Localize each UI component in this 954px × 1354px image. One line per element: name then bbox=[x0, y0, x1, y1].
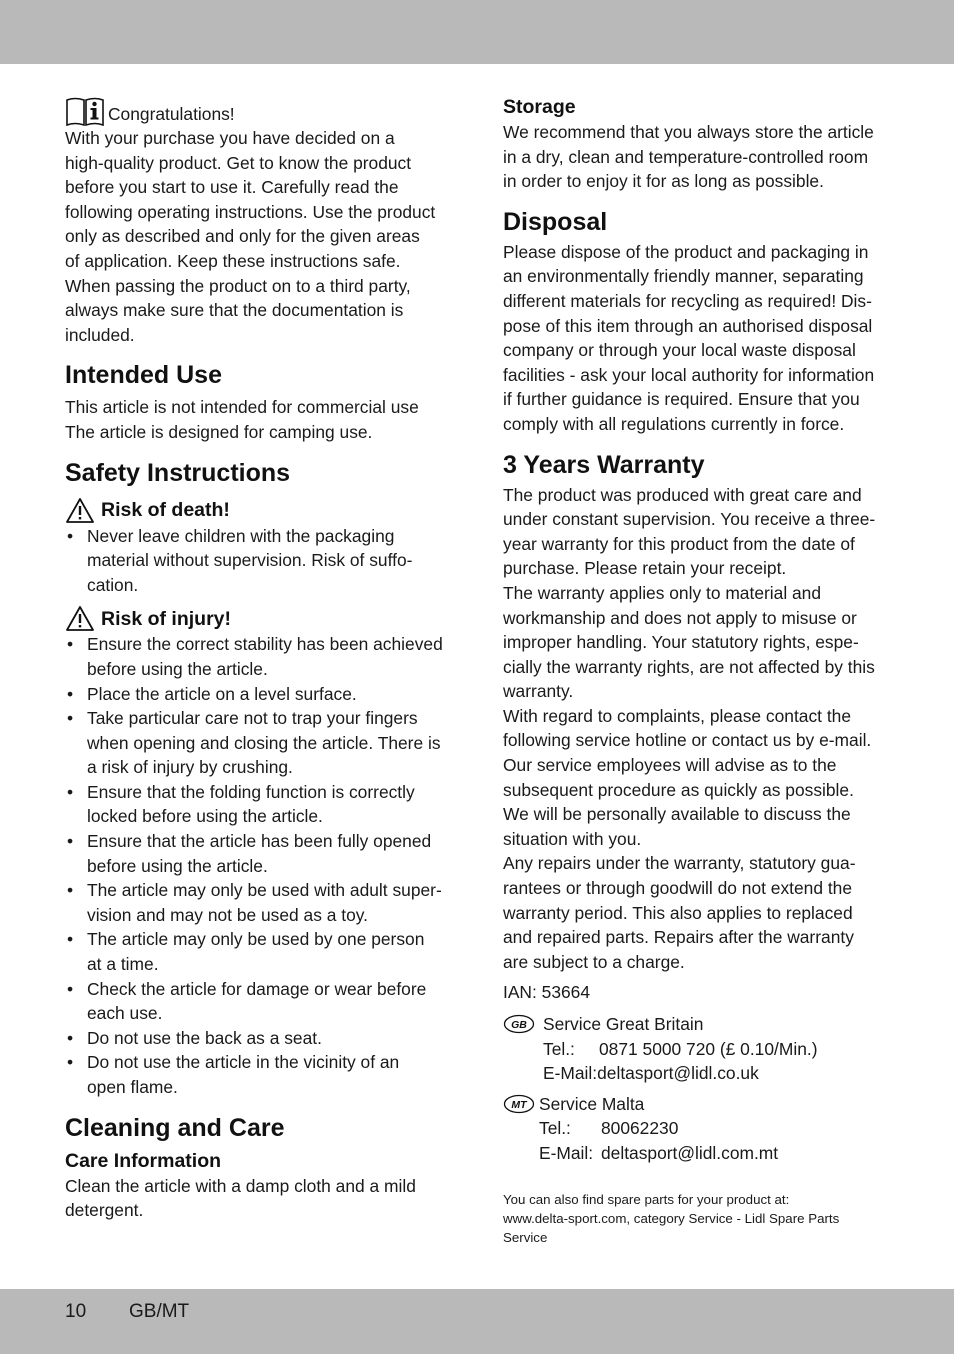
warranty-line: following service hotline or contact us by e-mail. bbox=[503, 730, 872, 751]
warning-triangle-icon bbox=[65, 605, 95, 632]
intro-line: only as described and only for the given areas bbox=[65, 226, 420, 247]
warranty-line: Any repairs under the warranty, statutory gua- bbox=[503, 853, 856, 874]
warranty-line: The product was produced with great care and bbox=[503, 484, 862, 505]
list-item-line: a risk of injury by crushing. bbox=[87, 757, 293, 778]
cleaning-line: Clean the article with a damp cloth and a mild bbox=[65, 1175, 416, 1196]
warranty-line: Our service employees will advise as to the bbox=[503, 755, 837, 776]
risk-of-death-heading bbox=[65, 497, 455, 524]
warranty-line: year warranty for this product from the date of bbox=[503, 533, 855, 554]
gb-badge-label: GB bbox=[511, 1019, 527, 1031]
right-column bbox=[503, 94, 893, 1247]
list-item: • The article may only be used with adult super- vision and may not be used as a toy. bbox=[65, 878, 455, 927]
list-item-line: vision and may not be used as a toy. bbox=[87, 904, 368, 925]
intro-heading bbox=[65, 96, 455, 126]
warranty-line: warranty period. This also applies to replaced bbox=[503, 902, 853, 923]
storage-line: in order to enjoy it for as long as possible. bbox=[503, 171, 824, 192]
service-mt-email-label: E-Mail: bbox=[539, 1142, 594, 1163]
intro-line: When passing the product on to a third party, bbox=[65, 275, 411, 296]
warranty-line: purchase. Please retain your receipt. bbox=[503, 558, 787, 579]
gb-badge-icon bbox=[503, 1014, 535, 1034]
list-item: • Never leave children with the packaging material without supervision. Risk of suffo- cation. bbox=[65, 524, 455, 598]
warranty-line: subsequent procedure as quickly as possible. bbox=[503, 779, 854, 800]
intended-use-heading: Intended Use bbox=[65, 361, 222, 390]
intended-use-line: The article is designed for camping use. bbox=[65, 421, 373, 442]
warranty-line: situation with you. bbox=[503, 828, 642, 849]
list-item-line: Do not use the back as a seat. bbox=[87, 1027, 322, 1048]
service-mt-tel: 80062230 bbox=[601, 1118, 679, 1139]
storage-text bbox=[503, 120, 893, 194]
mt-badge-label: MT bbox=[511, 1098, 527, 1111]
disposal-line: an environmentally friendly manner, separating bbox=[503, 266, 864, 287]
storage-line: in a dry, clean and temperature-controlled room bbox=[503, 146, 869, 167]
list-item-line: before using the article. bbox=[87, 855, 268, 876]
intro-line: of application. Keep these instructions safe. bbox=[65, 250, 401, 271]
warranty-line: under constant supervision. You receive a three- bbox=[503, 509, 876, 530]
service-mt-name: Service Malta bbox=[539, 1093, 645, 1114]
warranty-line: are subject to a charge. bbox=[503, 951, 685, 972]
list-item-line: when opening and closing the article. There is bbox=[87, 732, 441, 753]
list-item-line: The article may only be used with adult super- bbox=[87, 880, 442, 901]
disposal-heading: Disposal bbox=[503, 207, 608, 236]
disposal-line: pose of this item through an authorised disposal bbox=[503, 315, 873, 336]
list-item-line: Never leave children with the packaging bbox=[87, 525, 395, 546]
list-item: • Check the article for damage or wear before each use. bbox=[65, 977, 455, 1026]
warranty-heading: 3 Years Warranty bbox=[503, 450, 705, 479]
warranty-line: improper handling. Your statutory rights, espe- bbox=[503, 632, 859, 653]
list-item-line: at a time. bbox=[87, 954, 159, 975]
list-item-line: cation. bbox=[87, 574, 139, 595]
spare-parts-note bbox=[503, 1190, 893, 1247]
storage-line: We recommend that you always store the article bbox=[503, 122, 874, 142]
list-item-line: Ensure that the article has been fully opened bbox=[87, 831, 432, 852]
list-item-line: before using the article. bbox=[87, 658, 268, 679]
list-item: • The article may only be used by one person at a time. bbox=[65, 927, 455, 976]
list-item-line: Do not use the article in the vicinity of an bbox=[87, 1052, 400, 1073]
warranty-line: We will be personally available to discuss the bbox=[503, 804, 851, 825]
list-item: • Place the article on a level surface. bbox=[65, 682, 455, 707]
care-information-heading: Care Information bbox=[65, 1149, 222, 1172]
disposal-line: Please dispose of the product and packaging in bbox=[503, 241, 869, 262]
intro-line: high-quality product. Get to know the product bbox=[65, 152, 412, 173]
disposal-line: different materials for recycling as required! Dis- bbox=[503, 290, 872, 311]
warranty-line: warranty. bbox=[503, 681, 574, 702]
page-number: 10 bbox=[65, 1301, 87, 1322]
warranty-line: and repaired parts. Repairs after the warranty bbox=[503, 927, 854, 948]
intro-line: included. bbox=[65, 324, 135, 345]
list-item: • Do not use the back as a seat. bbox=[65, 1026, 455, 1051]
list-item: • Ensure the correct stability has been achieved before using the article. bbox=[65, 632, 455, 681]
list-item-line: Check the article for damage or wear before bbox=[87, 978, 427, 999]
disposal-line: company or through your local waste disposal bbox=[503, 340, 856, 361]
warranty-text bbox=[503, 483, 893, 975]
list-item-line: locked before using the article. bbox=[87, 806, 323, 827]
left-column bbox=[65, 96, 455, 1223]
intro-line: With your purchase you have decided on a bbox=[65, 128, 395, 148]
risk-of-death-list bbox=[65, 524, 455, 598]
service-gb-email[interactable]: E-Mail:deltasport@lidl.co.uk bbox=[543, 1063, 759, 1084]
risk-of-injury-heading bbox=[65, 605, 455, 632]
disposal-line: comply with all regulations currently in force. bbox=[503, 413, 845, 434]
list-item-line: Ensure the correct stability has been achieved bbox=[87, 634, 443, 655]
safety-heading: Safety Instructions bbox=[65, 458, 291, 487]
service-gb bbox=[503, 1012, 893, 1086]
service-mt-tel-label: Tel.: bbox=[539, 1118, 571, 1139]
list-item: • Ensure that the folding function is correctly locked before using the article. bbox=[65, 780, 455, 829]
disposal-line: facilities - ask your local authority for information bbox=[503, 364, 875, 385]
disposal-text bbox=[503, 240, 893, 437]
service-mt-email[interactable]: deltasport@lidl.com.mt bbox=[601, 1142, 779, 1163]
storage-heading: Storage bbox=[503, 96, 576, 118]
manual-info-icon bbox=[65, 96, 105, 126]
service-gb-name: Service Great Britain bbox=[543, 1014, 704, 1034]
list-item: • Ensure that the article has been fully opened before using the article. bbox=[65, 829, 455, 878]
service-mt bbox=[503, 1092, 893, 1166]
intended-use-line: This article is not intended for commercial use bbox=[65, 397, 419, 418]
list-item: • Take particular care not to trap your fingers when opening and closing the article. There is a risk of injury by crushing. bbox=[65, 706, 455, 780]
list-item: • Do not use the article in the vicinity of an open flame. bbox=[65, 1050, 455, 1099]
warranty-line: rantees or through goodwill do not extend the bbox=[503, 878, 853, 899]
congrats-text: Congratulations! bbox=[108, 104, 235, 124]
disposal-line: if further guidance is required. Ensure that you bbox=[503, 389, 860, 410]
service-gb-tel-label: Tel.: bbox=[543, 1038, 575, 1059]
list-item-line: Ensure that the folding function is correctly bbox=[87, 781, 415, 802]
intro-line: before you start to use it. Carefully read the bbox=[65, 177, 399, 198]
risk-of-death-title: Risk of death! bbox=[101, 499, 230, 522]
cleaning-text bbox=[65, 1174, 455, 1223]
cleaning-heading: Cleaning and Care bbox=[65, 1113, 285, 1142]
header-bar bbox=[0, 0, 954, 64]
list-item-line: Place the article on a level surface. bbox=[87, 683, 357, 704]
warranty-line: cially the warranty rights, are not affected by this bbox=[503, 656, 875, 677]
page-language: GB/MT bbox=[129, 1301, 190, 1322]
list-item-line: material without supervision. Risk of suffo- bbox=[87, 550, 413, 571]
intro-line: following operating instructions. Use the product bbox=[65, 201, 436, 222]
intro-text bbox=[65, 126, 455, 347]
mt-badge-icon bbox=[503, 1094, 535, 1114]
risk-of-injury-title: Risk of injury! bbox=[101, 607, 232, 630]
intro-line: always make sure that the documentation is bbox=[65, 300, 404, 321]
warranty-line: With regard to complaints, please contact the bbox=[503, 705, 851, 726]
intended-use-text bbox=[65, 395, 455, 444]
list-item-line: Take particular care not to trap your fingers bbox=[87, 708, 418, 729]
list-item-line: each use. bbox=[87, 1003, 163, 1024]
risk-of-injury-list bbox=[65, 632, 455, 1099]
list-item-line: open flame. bbox=[87, 1077, 178, 1097]
list-item-line: The article may only be used by one person bbox=[87, 929, 425, 950]
service-gb-tel: 0871 5000 720 (£ 0.10/Min.) bbox=[599, 1038, 818, 1059]
spare-parts-link[interactable]: www.delta-sport.com, category Service - Lidl Spare Parts bbox=[503, 1210, 840, 1226]
cleaning-line: detergent. bbox=[65, 1200, 144, 1221]
ian-number: IAN: 53664 bbox=[503, 982, 591, 1003]
warranty-line: The warranty applies only to material and bbox=[503, 582, 822, 603]
warning-triangle-icon bbox=[65, 497, 95, 524]
warranty-line: workmanship and does not apply to misuse or bbox=[503, 607, 857, 628]
spare-parts-line: Service bbox=[503, 1229, 548, 1245]
spare-parts-line: You can also find spare parts for your product at: bbox=[503, 1191, 790, 1207]
